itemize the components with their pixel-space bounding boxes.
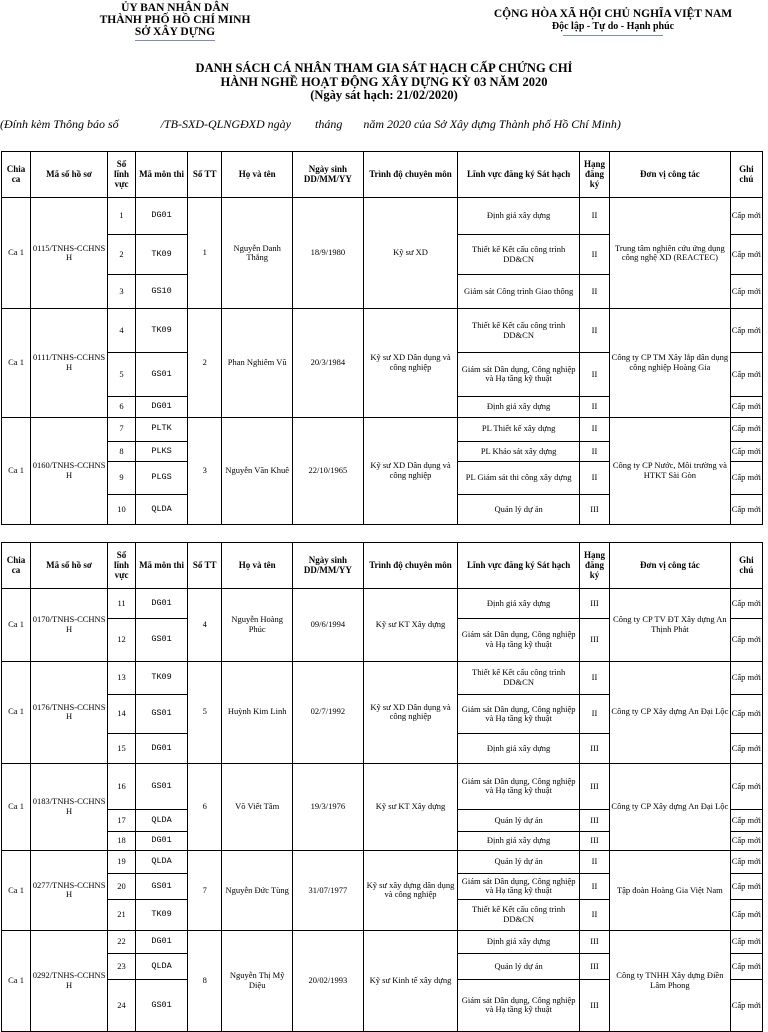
file-code-cell: 0277/TNHS-CCHNSH (31, 850, 108, 930)
candidate-table-1 (1, 151, 763, 525)
exam-field-cell: Giám sát Dân dụng, Công nghiệp và Hạ tầng kỹ thuật (458, 618, 580, 661)
full-name-cell: Nguyễn Văn Khuê (222, 417, 293, 524)
grade-cell: II (579, 309, 609, 353)
national-motto: Độc lập - Tự do - Hạnh phúc (551, 21, 675, 32)
exam-field-cell: Quản lý dự án (458, 850, 580, 873)
grade-cell: II (579, 235, 609, 275)
birth-date-cell: 02/7/1992 (293, 661, 364, 763)
header-row (2, 152, 763, 198)
field-number-cell: 6 (108, 396, 136, 417)
exam-code-cell: PLKS (136, 441, 188, 462)
grade-cell: II (579, 197, 609, 235)
note-cell: Cấp mới (730, 873, 762, 899)
col-header-ma-mon-thi: Mã môn thi (136, 543, 188, 589)
field-number-cell: 15 (108, 734, 136, 763)
workplace-cell: Công ty CP Nước, Môi trường và HTKT Sài Gòn (610, 417, 731, 524)
exam-field-cell: Định giá xây dựng (458, 197, 580, 235)
qualification-cell: Kỹ sư XD Dân dụng và công nghiệp (363, 417, 458, 524)
grade-cell: II (579, 873, 609, 899)
order-number-cell: 2 (188, 309, 222, 417)
note-cell: Cấp mới (730, 694, 762, 734)
exam-field-cell: Giám sát Dân dụng, Công nghiệp và Hạ tầng kỹ thuật (458, 873, 580, 899)
field-number-cell: 10 (108, 494, 136, 524)
file-code-cell: 0115/TNHS-CCHNSH (31, 197, 108, 308)
exam-field-cell: Thiết kế Kết cấu công trình DD&CN (458, 661, 580, 694)
exam-field-cell: Giám sát Dân dụng, Công nghiệp và Hạ tầng kỹ thuật (458, 979, 580, 1031)
grade-cell: III (579, 618, 609, 661)
grade-cell: III (579, 588, 609, 618)
field-number-cell: 21 (108, 899, 136, 930)
field-number-cell: 1 (108, 197, 136, 235)
note-cell: Cấp mới (730, 197, 762, 235)
grade-cell: III (579, 734, 609, 763)
table-row (2, 850, 763, 873)
exam-code-cell: DG01 (136, 197, 188, 235)
nation-name: CỘNG HÒA XÃ HỘI CHỦ NGHĨA VIỆT NAM (493, 8, 733, 20)
grade-cell: III (579, 763, 609, 810)
full-name-cell: Nguyễn Đức Tùng (222, 850, 293, 930)
exam-field-cell: Giám sát Dân dụng, Công nghiệp và Hạ tầng kỹ thuật (458, 694, 580, 734)
workplace-cell: Trung tâm nghiên cứu ứng dụng công nghệ XD (REACTEC) (610, 197, 731, 308)
exam-field-cell: Thiết kế Kết cấu công trình DD&CN (458, 899, 580, 930)
grade-cell: II (579, 417, 609, 441)
note-cell: Cấp mới (730, 661, 762, 694)
shift-cell: Ca 1 (2, 661, 31, 763)
col-header-trinh-do: Trình độ chuyên môn (363, 543, 458, 589)
grade-cell: II (579, 899, 609, 930)
field-number-cell: 2 (108, 235, 136, 275)
field-number-cell: 12 (108, 618, 136, 661)
workplace-cell: Công ty TNHH Xây dựng Điền Lâm Phong (610, 930, 731, 1031)
birth-date-cell: 22/10/1965 (293, 417, 364, 524)
candidate-table-2 (1, 542, 763, 1032)
col-header-ngay-sinh: Ngày sinh DD/MM/YY (293, 543, 364, 589)
title-line-1: DANH SÁCH CÁ NHÂN THAM GIA SÁT HẠCH CẤP CHỨNG CHỈ (195, 61, 573, 75)
table-row (2, 930, 763, 953)
grade-cell: II (579, 462, 609, 494)
qualification-cell: Kỹ sư Kinh tế xây dựng (363, 930, 458, 1031)
grade-cell: II (579, 441, 609, 462)
order-number-cell: 3 (188, 417, 222, 524)
table-row (2, 661, 763, 694)
field-number-cell: 5 (108, 353, 136, 397)
birth-date-cell: 20/02/1993 (293, 930, 364, 1031)
exam-field-cell: Thiết kế Kết cấu công trình DD&CN (458, 235, 580, 275)
field-number-cell: 24 (108, 979, 136, 1031)
exam-code-cell: DG01 (136, 734, 188, 763)
field-number-cell: 14 (108, 694, 136, 734)
grade-cell: III (579, 810, 609, 832)
exam-code-cell: DG01 (136, 832, 188, 851)
workplace-cell: Công ty CP Xây dựng An Đại Lộc (610, 763, 731, 850)
exam-code-cell: GS10 (136, 274, 188, 308)
field-number-cell: 16 (108, 763, 136, 810)
grade-cell: II (579, 353, 609, 397)
note-cell: Cấp mới (730, 417, 762, 441)
col-header-ma-ho-so: Mã số hồ sơ (31, 543, 108, 589)
col-header-ho-ten: Họ và tên (222, 152, 293, 198)
exam-code-cell: DG01 (136, 396, 188, 417)
col-header-ngay-sinh: Ngày sinh DD/MM/YY (293, 152, 364, 198)
field-number-cell: 20 (108, 873, 136, 899)
col-header-so-tt: Số TT (188, 152, 222, 198)
note-cell: Cấp mới (730, 899, 762, 930)
note-cell: Cấp mới (730, 734, 762, 763)
exam-field-cell: PL Giám sát thi công xây dựng (458, 462, 580, 494)
shift-cell: Ca 1 (2, 309, 31, 417)
exam-field-cell: Quản lý dự án (458, 810, 580, 832)
grade-cell: II (579, 274, 609, 308)
col-header-ghi-chu: Ghi chú (730, 152, 762, 198)
grade-cell: III (579, 494, 609, 524)
grade-cell: III (579, 953, 609, 979)
note-cell: Cấp mới (730, 462, 762, 494)
exam-code-cell: QLDA (136, 810, 188, 832)
exam-code-cell: TK09 (136, 899, 188, 930)
birth-date-cell: 20/3/1984 (293, 309, 364, 417)
exam-code-cell: DG01 (136, 588, 188, 618)
table-row (2, 197, 763, 235)
workplace-cell: Công ty CP TV ĐT Xây dựng An Thịnh Phát (610, 588, 731, 661)
note-cell: Cấp mới (730, 953, 762, 979)
col-header-hang: Hạng đăng ký (579, 543, 609, 589)
note-cell: Cấp mới (730, 494, 762, 524)
birth-date-cell: 19/3/1976 (293, 763, 364, 850)
title-line-3: (Ngày sát hạch: 21/02/2020) (310, 88, 458, 102)
note-cell: Cấp mới (730, 618, 762, 661)
field-number-cell: 13 (108, 661, 136, 694)
qualification-cell: Kỹ sư XD Dân dụng và công nghiệp (363, 309, 458, 417)
note-cell: Cấp mới (730, 396, 762, 417)
grade-cell: II (579, 850, 609, 873)
exam-field-cell: Định giá xây dựng (458, 930, 580, 953)
workplace-cell: Công ty CP TM Xây lắp dân dụng công nghiệp Hoàng Gia (610, 309, 731, 417)
authority-line-3: SỞ XÂY DỰNG (134, 26, 216, 38)
field-number-cell: 8 (108, 441, 136, 462)
qualification-cell: Kỹ sư KT Xây dựng (363, 588, 458, 661)
field-number-cell: 4 (108, 309, 136, 353)
exam-field-cell: Thiết kế Kết cấu công trình DD&CN (458, 309, 580, 353)
motto-underline (563, 35, 663, 36)
document-title (0, 62, 768, 103)
note-cell: Cấp mới (730, 979, 762, 1031)
field-number-cell: 9 (108, 462, 136, 494)
exam-field-cell: Giám sát Dân dụng, Công nghiệp và Hạ tầng kỹ thuật (458, 763, 580, 810)
full-name-cell: Nguyễn Hoàng Phúc (222, 588, 293, 661)
shift-cell: Ca 1 (2, 930, 31, 1031)
exam-field-cell: Giám sát Dân dụng, Công nghiệp và Hạ tầng kỹ thuật (458, 353, 580, 397)
grade-cell: II (579, 661, 609, 694)
order-number-cell: 4 (188, 588, 222, 661)
exam-code-cell: GS01 (136, 763, 188, 810)
note-cell: Cấp mới (730, 763, 762, 810)
exam-code-cell: TK09 (136, 235, 188, 275)
col-header-trinh-do: Trình độ chuyên môn (363, 152, 458, 198)
authority-line-1: ỦY BAN NHÂN DÂN (121, 2, 229, 14)
full-name-cell: Nguyễn Danh Thắng (222, 197, 293, 308)
birth-date-cell: 31/07/1977 (293, 850, 364, 930)
qualification-cell: Kỹ sư KT Xây dựng (363, 763, 458, 850)
field-number-cell: 11 (108, 588, 136, 618)
qualification-cell: Kỹ sư XD Dân dụng và công nghiệp (363, 661, 458, 763)
exam-code-cell: GS01 (136, 353, 188, 397)
shift-cell: Ca 1 (2, 763, 31, 850)
exam-code-cell: TK09 (136, 661, 188, 694)
grade-cell: II (579, 396, 609, 417)
col-header-ma-mon-thi: Mã môn thi (136, 152, 188, 198)
exam-field-cell: Định giá xây dựng (458, 396, 580, 417)
birth-date-cell: 09/6/1994 (293, 588, 364, 661)
table-row (2, 588, 763, 618)
full-name-cell: Huỳnh Kim Linh (222, 661, 293, 763)
file-code-cell: 0176/TNHS-CCHNSH (31, 661, 108, 763)
order-number-cell: 7 (188, 850, 222, 930)
header-row (2, 543, 763, 589)
issuing-authority (80, 2, 270, 41)
order-number-cell: 6 (188, 763, 222, 850)
col-header-ho-ten: Họ và tên (222, 543, 293, 589)
grade-cell: II (579, 694, 609, 734)
exam-field-cell: Quản lý dự án (458, 494, 580, 524)
field-number-cell: 7 (108, 417, 136, 441)
qualification-cell: Kỹ sư xây dựng dân dụng và công nghiệp (363, 850, 458, 930)
shift-cell: Ca 1 (2, 417, 31, 524)
col-header-linh-vuc: Lĩnh vực đăng ký Sát hạch (458, 152, 580, 198)
full-name-cell: Võ Viết Tâm (222, 763, 293, 850)
field-number-cell: 18 (108, 832, 136, 851)
exam-code-cell: PLGS (136, 462, 188, 494)
exam-field-cell: Giám sát Công trình Giao thông (458, 274, 580, 308)
note-cell: Cấp mới (730, 235, 762, 275)
table-row (2, 763, 763, 810)
field-number-cell: 23 (108, 953, 136, 979)
col-header-ma-ho-so: Mã số hồ sơ (31, 152, 108, 198)
col-header-don-vi: Đơn vị công tác (610, 152, 731, 198)
qualification-cell: Kỹ sư XD (363, 197, 458, 308)
workplace-cell: Tập đoàn Hoàng Gia Việt Nam (610, 850, 731, 930)
exam-code-cell: PLTK (136, 417, 188, 441)
file-code-cell: 0160/TNHS-CCHNSH (31, 417, 108, 524)
note-cell: Cấp mới (730, 850, 762, 873)
file-code-cell: 0292/TNHS-CCHNSH (31, 930, 108, 1031)
note-cell: Cấp mới (730, 930, 762, 953)
order-number-cell: 8 (188, 930, 222, 1031)
col-header-hang: Hạng đăng ký (579, 152, 609, 198)
exam-code-cell: QLDA (136, 850, 188, 873)
attachment-note: (Đính kèm Thông báo số /TB-SXD-QLNGĐXD ngày tháng năm 2020 của Sở Xây dựng Thành phố Hồ Chí Minh) (0, 117, 621, 131)
title-line-2: HÀNH NGHỀ HOẠT ĐỘNG XÂY DỰNG KỲ 03 NĂM 2020 (220, 74, 548, 89)
note-cell: Cấp mới (730, 274, 762, 308)
order-number-cell: 1 (188, 197, 222, 308)
file-code-cell: 0170/TNHS-CCHNSH (31, 588, 108, 661)
shift-cell: Ca 1 (2, 850, 31, 930)
file-code-cell: 0111/TNHS-CCHNSH (31, 309, 108, 417)
shift-cell: Ca 1 (2, 588, 31, 661)
field-number-cell: 17 (108, 810, 136, 832)
shift-cell: Ca 1 (2, 197, 31, 308)
exam-field-cell: PL Thiết kế xây dựng (458, 417, 580, 441)
note-cell: Cấp mới (730, 309, 762, 353)
grade-cell: III (579, 832, 609, 851)
full-name-cell: Nguyễn Thị Mỹ Diệu (222, 930, 293, 1031)
grade-cell: III (579, 979, 609, 1031)
col-header-chia-ca: Chia ca (2, 152, 31, 198)
exam-code-cell: TK09 (136, 309, 188, 353)
note-cell: Cấp mới (730, 810, 762, 832)
birth-date-cell: 18/9/1980 (293, 197, 364, 308)
field-number-cell: 3 (108, 274, 136, 308)
exam-field-cell: PL Khảo sát xây dựng (458, 441, 580, 462)
exam-code-cell: DG01 (136, 930, 188, 953)
note-cell: Cấp mới (730, 832, 762, 851)
col-header-linh-vuc: Lĩnh vực đăng ký Sát hạch (458, 543, 580, 589)
file-code-cell: 0183/TNHS-CCHNSH (31, 763, 108, 850)
exam-code-cell: QLDA (136, 494, 188, 524)
exam-field-cell: Định giá xây dựng (458, 588, 580, 618)
national-header (478, 8, 748, 36)
col-header-don-vi: Đơn vị công tác (610, 543, 731, 589)
order-number-cell: 5 (188, 661, 222, 763)
full-name-cell: Phan Nghiêm Vũ (222, 309, 293, 417)
exam-code-cell: GS01 (136, 618, 188, 661)
col-header-ghi-chu: Ghi chú (730, 543, 762, 589)
exam-code-cell: QLDA (136, 953, 188, 979)
table-row (2, 309, 763, 353)
col-header-so-linh-vuc: Số lĩnh vực (108, 152, 136, 198)
authority-underline (135, 40, 215, 41)
exam-code-cell: GS01 (136, 979, 188, 1031)
exam-code-cell: GS01 (136, 873, 188, 899)
note-cell: Cấp mới (730, 588, 762, 618)
note-cell: Cấp mới (730, 353, 762, 397)
col-header-so-tt: Số TT (188, 543, 222, 589)
exam-field-cell: Định giá xây dựng (458, 832, 580, 851)
workplace-cell: Công ty CP Xây dựng An Đại Lộc (610, 661, 731, 763)
col-header-chia-ca: Chia ca (2, 543, 31, 589)
field-number-cell: 19 (108, 850, 136, 873)
grade-cell: III (579, 930, 609, 953)
authority-line-2: THÀNH PHỐ HỒ CHÍ MINH (99, 14, 251, 26)
field-number-cell: 22 (108, 930, 136, 953)
col-header-so-linh-vuc: Số lĩnh vực (108, 543, 136, 589)
exam-field-cell: Định giá xây dựng (458, 734, 580, 763)
note-cell: Cấp mới (730, 441, 762, 462)
exam-code-cell: GS01 (136, 694, 188, 734)
exam-field-cell: Quản lý dự án (458, 953, 580, 979)
table-row (2, 417, 763, 441)
